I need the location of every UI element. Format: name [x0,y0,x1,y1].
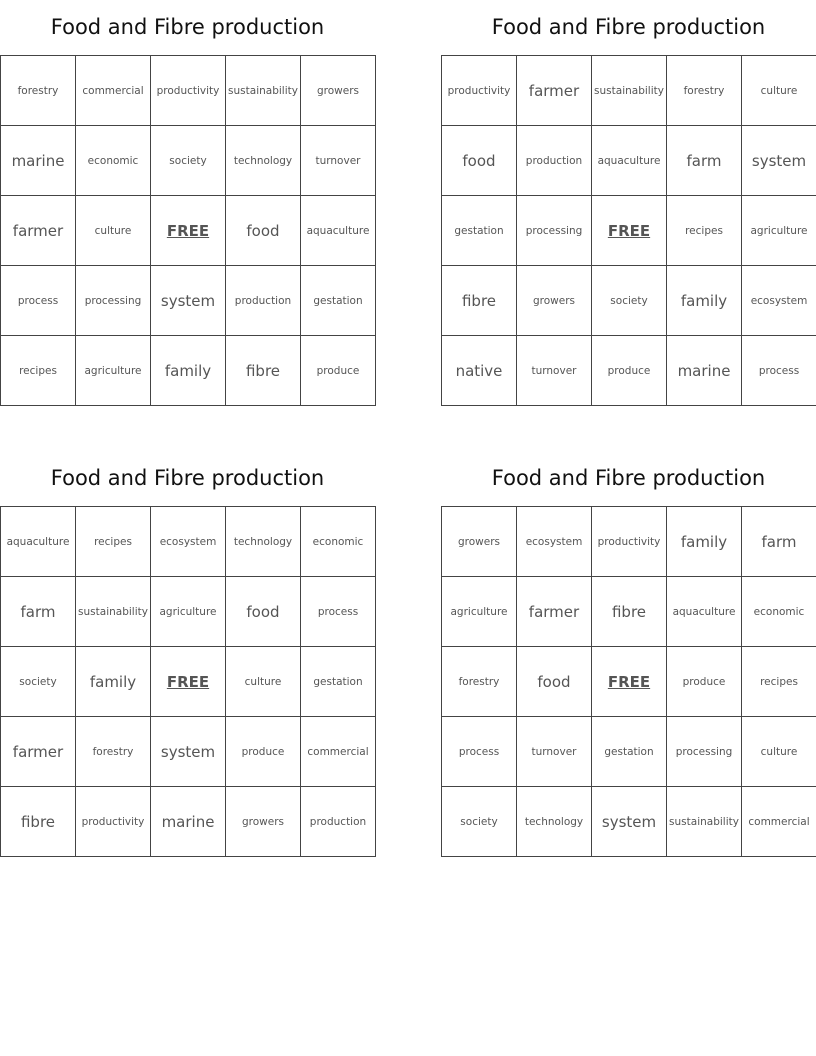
word-cell: produce [301,336,376,406]
grid-row [442,336,816,406]
word-cell: produce [592,336,667,406]
word-cell: growers [517,266,592,336]
card-title: Food and Fibre production [50,466,325,490]
word-cell: growers [442,507,517,577]
word-cell: commercial [301,717,376,787]
word-cell: family [151,336,226,406]
word-cell: processing [517,196,592,266]
word-cell: technology [226,507,301,577]
card-title: Food and Fibre production [491,15,766,39]
word-cell: fibre [226,336,301,406]
word-cell: farmer [1,717,76,787]
grid-row [442,196,816,266]
word-cell: aquaculture [1,507,76,577]
word-cell: commercial [742,787,816,857]
grid-row [442,126,816,196]
word-cell: food [226,196,301,266]
bingo-grid [0,55,376,406]
word-cell: productivity [442,56,517,126]
grid-row [442,647,816,717]
grid-row [1,577,376,647]
word-cell: culture [742,717,816,787]
word-cell: gestation [301,647,376,717]
word-cell: farm [667,126,742,196]
word-cell: growers [301,56,376,126]
word-cell: ecosystem [517,507,592,577]
word-cell: fibre [442,266,517,336]
word-cell: process [301,577,376,647]
word-cell: turnover [517,336,592,406]
word-cell: produce [226,717,301,787]
word-cell: gestation [301,266,376,336]
word-cell: technology [517,787,592,857]
word-cell: produce [667,647,742,717]
grid-row [442,56,816,126]
word-cell: farm [742,507,816,577]
grid-row [1,126,376,196]
word-cell: farmer [1,196,76,266]
word-cell: food [226,577,301,647]
word-cell: gestation [592,717,667,787]
word-cell: native [442,336,517,406]
word-cell: process [1,266,76,336]
word-cell: production [226,266,301,336]
word-cell: sustainability [667,787,742,857]
word-cell: culture [742,56,816,126]
grid-row [1,56,376,126]
word-cell: aquaculture [667,577,742,647]
word-cell: recipes [667,196,742,266]
word-cell: ecosystem [151,507,226,577]
word-cell: sustainability [76,577,151,647]
grid-row [442,266,816,336]
word-cell: processing [76,266,151,336]
bingo-card-3 [0,451,375,857]
word-cell: forestry [667,56,742,126]
word-cell: process [442,717,517,787]
word-cell: family [76,647,151,717]
word-cell: food [517,647,592,717]
word-cell: forestry [76,717,151,787]
word-cell: system [742,126,816,196]
word-cell: sustainability [592,56,667,126]
grid-row [1,507,376,577]
word-cell: recipes [742,647,816,717]
word-cell: commercial [76,56,151,126]
word-cell: aquaculture [592,126,667,196]
word-cell: marine [151,787,226,857]
word-cell: forestry [442,647,517,717]
word-cell: production [517,126,592,196]
word-cell: productivity [592,507,667,577]
word-cell: society [442,787,517,857]
word-cell: turnover [301,126,376,196]
grid-row [442,717,816,787]
grid-row [1,717,376,787]
word-cell: economic [301,507,376,577]
word-cell: agriculture [442,577,517,647]
word-cell: culture [226,647,301,717]
free-space-cell: FREE [592,647,667,717]
word-cell: fibre [1,787,76,857]
word-cell: processing [667,717,742,787]
word-cell: fibre [592,577,667,647]
grid-row [442,577,816,647]
word-cell: family [667,507,742,577]
word-cell: sustainability [226,56,301,126]
grid-row [1,647,376,717]
grid-row [1,336,376,406]
word-cell: aquaculture [301,196,376,266]
word-cell: culture [76,196,151,266]
word-cell: agriculture [151,577,226,647]
word-cell: marine [1,126,76,196]
word-cell: growers [226,787,301,857]
word-cell: society [151,126,226,196]
free-space-cell: FREE [592,196,667,266]
word-cell: society [592,266,667,336]
bingo-card-2 [441,0,816,406]
word-cell: agriculture [742,196,816,266]
word-cell: farmer [517,56,592,126]
word-cell: technology [226,126,301,196]
word-cell: gestation [442,196,517,266]
bingo-grid [441,506,816,857]
card-title: Food and Fibre production [50,15,325,39]
word-cell: agriculture [76,336,151,406]
bingo-card-1 [0,0,375,406]
word-cell: forestry [1,56,76,126]
grid-row [1,787,376,857]
word-cell: system [592,787,667,857]
free-space-cell: FREE [151,647,226,717]
word-cell: recipes [76,507,151,577]
free-space-cell: FREE [151,196,226,266]
grid-row [1,196,376,266]
word-cell: economic [76,126,151,196]
bingo-grid [0,506,376,857]
word-cell: process [742,336,816,406]
word-cell: economic [742,577,816,647]
card-title: Food and Fibre production [491,466,766,490]
bingo-card-4 [441,451,816,857]
word-cell: food [442,126,517,196]
word-cell: system [151,717,226,787]
word-cell: turnover [517,717,592,787]
word-cell: society [1,647,76,717]
word-cell: family [667,266,742,336]
word-cell: ecosystem [742,266,816,336]
word-cell: system [151,266,226,336]
grid-row [1,266,376,336]
word-cell: productivity [151,56,226,126]
grid-row [442,787,816,857]
word-cell: farmer [517,577,592,647]
grid-row [442,507,816,577]
word-cell: recipes [1,336,76,406]
word-cell: farm [1,577,76,647]
bingo-grid [441,55,816,406]
word-cell: production [301,787,376,857]
word-cell: productivity [76,787,151,857]
word-cell: marine [667,336,742,406]
